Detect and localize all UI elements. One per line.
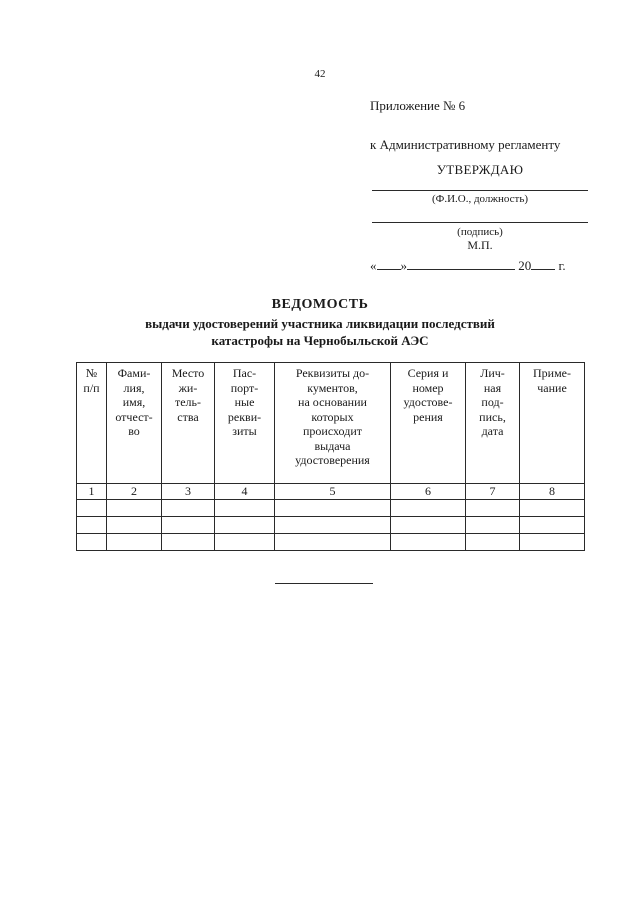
table-cell — [215, 500, 275, 517]
table-cell — [77, 517, 107, 534]
table-cell — [275, 517, 391, 534]
document-subtitle — [0, 315, 640, 349]
table-cell — [466, 534, 520, 551]
column-number-2: 2 — [107, 484, 162, 500]
column-header-line: дата — [481, 424, 504, 438]
column-header-8 — [520, 363, 585, 484]
column-header-line: Реквизиты до- — [295, 366, 370, 380]
approval-heading: УТВЕРЖДАЮ — [436, 162, 524, 177]
column-header-line: ная — [483, 380, 502, 395]
column-header-line: удостове- — [403, 395, 453, 409]
table-cell — [215, 534, 275, 551]
date-close-quote: » — [400, 258, 407, 273]
table-cell — [162, 534, 215, 551]
signature-caption: (подпись) — [457, 226, 503, 238]
column-header-line: Фами- — [117, 366, 151, 380]
column-header-line: удостоверения — [295, 453, 370, 467]
header-row — [77, 363, 585, 484]
table-row — [77, 500, 585, 517]
table-row — [77, 517, 585, 534]
table-cell — [77, 500, 107, 517]
fio-caption: (Ф.И.О., должность) — [431, 193, 529, 205]
column-number-5: 5 — [275, 484, 391, 500]
page-number: 42 — [314, 68, 326, 80]
table-cell — [107, 500, 162, 517]
column-header-line: выдача — [314, 438, 351, 453]
end-line — [275, 583, 373, 584]
column-header-line: лия, — [123, 380, 145, 395]
table-cell — [466, 500, 520, 517]
column-header-line: под- — [481, 395, 504, 409]
column-header-7 — [466, 363, 520, 484]
date-year-suffix: г. — [558, 258, 566, 273]
column-header-line: во — [128, 424, 140, 438]
document-subtitle-line-2: катастрофы на Чернобыльской АЭС — [211, 333, 429, 348]
appendix-title: Приложение № 6 — [370, 98, 466, 113]
column-header-line: Пас- — [232, 366, 257, 380]
date-line — [370, 257, 595, 274]
table-cell — [162, 500, 215, 517]
document-subtitle-line-1: выдачи удостоверений участника ликвидации последствий — [145, 316, 495, 331]
column-header-line: п/п — [83, 380, 100, 395]
column-header-line: ные — [234, 395, 255, 409]
fio-signature-line — [372, 190, 588, 191]
date-day-blank — [377, 257, 401, 270]
table-cell — [391, 517, 466, 534]
column-header-line: зиты — [232, 424, 257, 438]
appendix-reference: к Административному регламенту — [370, 137, 561, 152]
signature-line — [372, 222, 588, 223]
column-number-1: 1 — [77, 484, 107, 500]
column-header-line: происходит — [303, 424, 362, 438]
date-year-prefix: 20 — [518, 258, 532, 273]
table-cell — [466, 517, 520, 534]
column-header-5 — [275, 363, 391, 484]
column-header-4 — [215, 363, 275, 484]
column-number-8: 8 — [520, 484, 585, 500]
table-cell — [275, 534, 391, 551]
column-header-line: № — [85, 366, 98, 380]
column-header-line: рекви- — [227, 409, 262, 424]
column-number-row — [77, 484, 585, 500]
date-open-quote: « — [370, 258, 377, 273]
column-header-line: чание — [537, 380, 567, 395]
column-header-2 — [107, 363, 162, 484]
column-header-line: номер — [412, 380, 444, 395]
column-header-line: порт- — [230, 380, 259, 395]
column-number-6: 6 — [391, 484, 466, 500]
column-header-line: Приме- — [532, 366, 571, 380]
table-cell — [162, 517, 215, 534]
column-header-line: жи- — [178, 380, 198, 395]
column-header-line: Место — [171, 366, 205, 380]
column-header-line: рения — [413, 409, 443, 424]
table-cell — [107, 517, 162, 534]
column-header-line: которых — [311, 409, 354, 424]
column-header-line: Серия и — [407, 366, 449, 380]
column-header-line: на основании — [298, 395, 367, 409]
table-cell — [275, 500, 391, 517]
column-header-1 — [77, 363, 107, 484]
column-header-3 — [162, 363, 215, 484]
column-header-6 — [391, 363, 466, 484]
table-cell — [520, 534, 585, 551]
table-cell — [520, 500, 585, 517]
column-header-line: ства — [177, 409, 199, 424]
document-title: ВЕДОМОСТЬ — [271, 297, 369, 312]
column-number-4: 4 — [215, 484, 275, 500]
date-year-blank — [531, 257, 555, 270]
date-month-blank — [407, 257, 515, 270]
column-number-7: 7 — [466, 484, 520, 500]
table-cell — [215, 517, 275, 534]
table-row — [77, 534, 585, 551]
column-header-line: имя, — [122, 395, 146, 409]
table-cell — [107, 534, 162, 551]
register-table — [76, 362, 585, 551]
column-header-line: Лич- — [480, 366, 505, 380]
column-header-line: отчест- — [115, 409, 153, 424]
column-header-line: тель- — [174, 395, 202, 409]
table-cell — [391, 500, 466, 517]
table-cell — [391, 534, 466, 551]
stamp-caption: М.П. — [467, 238, 493, 252]
column-number-3: 3 — [162, 484, 215, 500]
column-header-line: кументов, — [307, 380, 358, 395]
column-header-line: пись, — [479, 409, 506, 424]
table-cell — [77, 534, 107, 551]
table-cell — [520, 517, 585, 534]
